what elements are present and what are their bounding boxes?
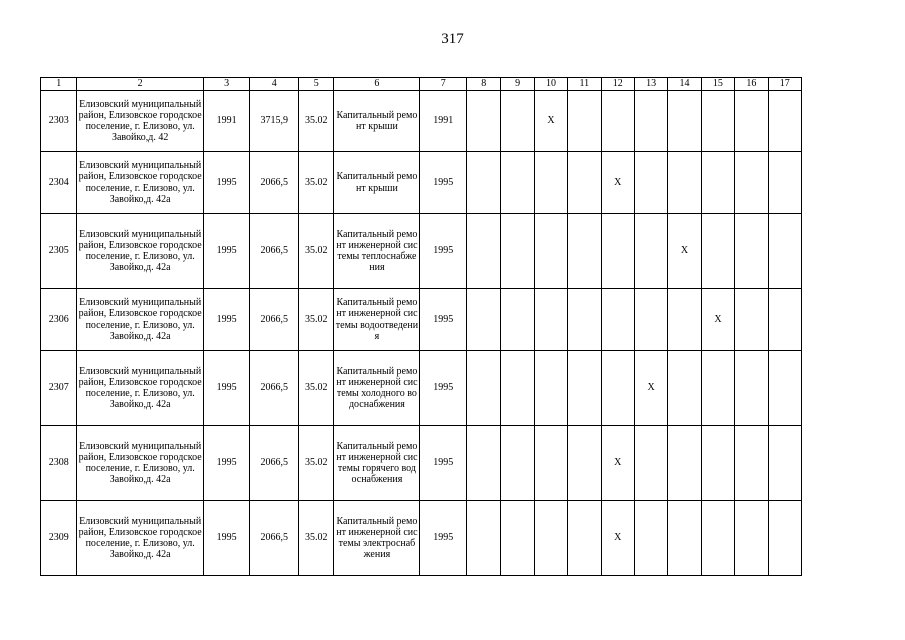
work-year-cell-text: 1995: [433, 313, 454, 325]
mark-cell-col-13: [634, 214, 667, 289]
area-cell-text: 3715,9: [260, 115, 288, 127]
address-cell-text: Елизовский муниципальный район, Елизовское городское поселение, г. Елизово, ул. Завойко,д. 42а: [78, 515, 202, 561]
area-cell-text: 2066,5: [260, 382, 288, 394]
build-year-cell-text: 1995: [216, 176, 237, 188]
mark-cell-col-10: [534, 501, 567, 576]
row-number-cell-text: 2309: [48, 532, 69, 544]
work-year-cell: [420, 501, 467, 576]
mark-cell-col-16: [735, 91, 768, 152]
mark-cell-col-15: [701, 501, 734, 576]
build-year-cell-text: 1995: [216, 457, 237, 469]
register-table: [40, 77, 802, 576]
code-cell: [299, 289, 334, 351]
row-number-cell: [41, 214, 77, 289]
mark-cell-col-14: [668, 152, 701, 214]
build-year-cell: [203, 214, 250, 289]
row-number-cell: [41, 426, 77, 501]
mark-cell-col-17: [768, 426, 801, 501]
address-cell: [77, 501, 203, 576]
row-number-cell: [41, 152, 77, 214]
work-year-cell-text: 1995: [433, 532, 454, 544]
build-year-cell: [203, 91, 250, 152]
mark-cell-col-9: [501, 426, 534, 501]
build-year-cell: [203, 501, 250, 576]
code-cell-text: 35.02: [304, 176, 328, 188]
code-cell: [299, 152, 334, 214]
mark-cell-col-16: [735, 214, 768, 289]
mark-cell-col-14: [668, 351, 701, 426]
work-type-cell: [334, 91, 420, 152]
address-cell: [77, 91, 203, 152]
mark-cell-col-13: [634, 289, 667, 351]
work-type-cell: [334, 426, 420, 501]
mark-cell-col-11: [568, 289, 601, 351]
work-type-cell-text: Капитальный ремонт инженерной системы холодного водоснабжения: [336, 365, 418, 411]
mark-cell-col-12: Х: [601, 426, 634, 501]
address-cell-text: Елизовский муниципальный район, Елизовское городское поселение, г. Елизово, ул. Завойко,д. 42а: [78, 440, 202, 486]
work-year-cell-text: 1995: [433, 245, 454, 257]
code-cell: [299, 91, 334, 152]
mark-cell-col-10: [534, 351, 567, 426]
code-cell: [299, 426, 334, 501]
mark-cell-col-13: [634, 426, 667, 501]
table-row: [41, 501, 802, 576]
header-cell: 5: [299, 78, 334, 91]
header-cell: 12: [601, 78, 634, 91]
mark-cell-col-16: [735, 289, 768, 351]
code-cell-text: 35.02: [304, 115, 328, 127]
mark-cell-col-11: [568, 91, 601, 152]
address-cell: [77, 214, 203, 289]
mark-cell-col-13: [634, 91, 667, 152]
code-cell-text: 35.02: [304, 245, 328, 257]
row-number-cell-text: 2304: [48, 176, 69, 188]
header-cell: 11: [568, 78, 601, 91]
work-type-cell: [334, 501, 420, 576]
code-cell-text: 35.02: [304, 532, 328, 544]
address-cell: [77, 152, 203, 214]
build-year-cell: [203, 152, 250, 214]
build-year-cell-text: 1995: [216, 382, 237, 394]
mark-cell-col-13: [634, 152, 667, 214]
header-row: [41, 78, 802, 91]
table-row: [41, 426, 802, 501]
work-year-cell-text: 1995: [433, 382, 454, 394]
header-cell: 14: [668, 78, 701, 91]
mark-cell-col-8: [466, 426, 500, 501]
row-number-cell-text: 2308: [48, 457, 69, 469]
work-year-cell: [420, 152, 467, 214]
mark-cell-col-16: [735, 351, 768, 426]
mark-cell-col-10: [534, 152, 567, 214]
mark-cell-col-11: [568, 501, 601, 576]
area-cell: [250, 152, 299, 214]
mark-cell-col-17: [768, 289, 801, 351]
work-type-cell-text: Капитальный ремонт инженерной системы горячего водоснабжения: [336, 440, 418, 486]
mark-cell-col-15: [701, 214, 734, 289]
mark-cell-col-12: [601, 214, 634, 289]
table-row: [41, 152, 802, 214]
mark-cell-col-12: [601, 91, 634, 152]
mark-cell-col-8: [466, 152, 500, 214]
code-cell-text: 35.02: [304, 457, 328, 469]
work-type-cell-text: Капитальный ремонт инженерной системы теплоснабжения: [336, 228, 418, 274]
mark-cell-col-10: Х: [534, 91, 567, 152]
address-cell-text: Елизовский муниципальный район, Елизовское городское поселение, г. Елизово, ул. Завойко,д. 42а: [78, 297, 202, 342]
mark-cell-col-15: Х: [701, 289, 734, 351]
row-number-cell: [41, 289, 77, 351]
header-cell: 1: [41, 78, 77, 91]
mark-cell-col-16: [735, 152, 768, 214]
work-year-cell-text: 1991: [433, 115, 454, 127]
mark-cell-col-11: [568, 351, 601, 426]
table-row: [41, 91, 802, 152]
table-body: [41, 78, 802, 576]
row-number-cell-text: 2306: [48, 313, 69, 325]
area-cell-text: 2066,5: [260, 313, 288, 325]
work-year-cell: [420, 351, 467, 426]
row-number-cell: [41, 351, 77, 426]
mark-cell-col-14: [668, 91, 701, 152]
mark-cell-col-9: [501, 501, 534, 576]
header-cell: 17: [768, 78, 801, 91]
address-cell: [77, 289, 203, 351]
work-year-cell: [420, 289, 467, 351]
mark-cell-col-10: [534, 289, 567, 351]
address-cell: [77, 426, 203, 501]
work-year-cell: [420, 91, 467, 152]
area-cell: [250, 214, 299, 289]
mark-cell-col-14: Х: [668, 214, 701, 289]
code-cell: [299, 214, 334, 289]
work-type-cell-text: Капитальный ремонт крыши: [336, 171, 418, 194]
mark-cell-col-15: [701, 152, 734, 214]
work-year-cell-text: 1995: [433, 457, 454, 469]
build-year-cell-text: 1991: [216, 115, 237, 127]
build-year-cell: [203, 289, 250, 351]
area-cell: [250, 289, 299, 351]
mark-cell-col-9: [501, 289, 534, 351]
work-type-cell: [334, 289, 420, 351]
mark-cell-col-9: [501, 351, 534, 426]
build-year-cell: [203, 351, 250, 426]
header-cell: 15: [701, 78, 734, 91]
work-type-cell-text: Капитальный ремонт крыши: [336, 109, 418, 132]
area-cell: [250, 426, 299, 501]
mark-cell-col-15: [701, 426, 734, 501]
mark-cell-col-12: Х: [601, 152, 634, 214]
mark-cell-col-9: [501, 152, 534, 214]
build-year-cell-text: 1995: [216, 313, 237, 325]
work-type-cell: [334, 351, 420, 426]
header-cell: 3: [203, 78, 250, 91]
mark-cell-col-14: [668, 501, 701, 576]
code-cell-text: 35.02: [304, 313, 328, 325]
build-year-cell: [203, 426, 250, 501]
address-cell-text: Елизовский муниципальный район, Елизовское городское поселение, г. Елизово, ул. Завойко,д. 42а: [78, 160, 202, 205]
header-cell: 6: [334, 78, 420, 91]
table-row: [41, 214, 802, 289]
row-number-cell-text: 2307: [48, 382, 69, 394]
mark-cell-col-17: [768, 214, 801, 289]
area-cell: [250, 91, 299, 152]
row-number-cell-text: 2303: [48, 115, 69, 127]
address-cell-text: Елизовский муниципальный район, Елизовское городское поселение, г. Елизово, ул. Завойко,д. 42: [78, 98, 202, 144]
address-cell-text: Елизовский муниципальный район, Елизовское городское поселение, г. Елизово, ул. Завойко,д. 42а: [78, 228, 202, 274]
mark-cell-col-8: [466, 501, 500, 576]
table-row: [41, 289, 802, 351]
mark-cell-col-14: [668, 426, 701, 501]
mark-cell-col-14: [668, 289, 701, 351]
mark-cell-col-15: [701, 351, 734, 426]
mark-cell-col-17: [768, 91, 801, 152]
mark-cell-col-12: [601, 351, 634, 426]
mark-cell-col-12: [601, 289, 634, 351]
row-number-cell: [41, 501, 77, 576]
code-cell: [299, 501, 334, 576]
area-cell-text: 2066,5: [260, 176, 288, 188]
mark-cell-col-8: [466, 351, 500, 426]
area-cell-text: 2066,5: [260, 245, 288, 257]
header-cell: 13: [634, 78, 667, 91]
mark-cell-col-11: [568, 214, 601, 289]
work-type-cell-text: Капитальный ремонт инженерной системы водоотведения: [335, 297, 419, 342]
mark-cell-col-8: [466, 214, 500, 289]
area-cell: [250, 501, 299, 576]
area-cell-text: 2066,5: [260, 457, 288, 469]
mark-cell-col-12: Х: [601, 501, 634, 576]
page-number: 317: [441, 31, 464, 47]
work-year-cell-text: 1995: [433, 176, 454, 188]
area-cell: [250, 351, 299, 426]
mark-cell-col-13: Х: [634, 351, 667, 426]
mark-cell-col-15: [701, 91, 734, 152]
header-cell: 4: [250, 78, 299, 91]
address-cell-text: Елизовский муниципальный район, Елизовское городское поселение, г. Елизово, ул. Завойко,д. 42а: [78, 365, 202, 411]
build-year-cell-text: 1995: [216, 532, 237, 544]
header-cell: 2: [77, 78, 203, 91]
code-cell: [299, 351, 334, 426]
build-year-cell-text: 1995: [216, 245, 237, 257]
mark-cell-col-17: [768, 152, 801, 214]
mark-cell-col-9: [501, 214, 534, 289]
row-number-cell-text: 2305: [48, 245, 69, 257]
mark-cell-col-11: [568, 152, 601, 214]
address-cell: [77, 351, 203, 426]
area-cell-text: 2066,5: [260, 532, 288, 544]
mark-cell-col-11: [568, 426, 601, 501]
mark-cell-col-8: [466, 289, 500, 351]
mark-cell-col-17: [768, 351, 801, 426]
mark-cell-col-13: [634, 501, 667, 576]
work-type-cell: [334, 214, 420, 289]
header-cell: 10: [534, 78, 567, 91]
work-type-cell-text: Капитальный ремонт инженерной системы электроснабжения: [336, 515, 418, 561]
mark-cell-col-16: [735, 501, 768, 576]
row-number-cell: [41, 91, 77, 152]
mark-cell-col-10: [534, 214, 567, 289]
work-year-cell: [420, 214, 467, 289]
header-cell: 9: [501, 78, 534, 91]
header-cell: 7: [420, 78, 467, 91]
mark-cell-col-16: [735, 426, 768, 501]
mark-cell-col-9: [501, 91, 534, 152]
mark-cell-col-8: [466, 91, 500, 152]
mark-cell-col-10: [534, 426, 567, 501]
table-row: [41, 351, 802, 426]
work-type-cell: [334, 152, 420, 214]
work-year-cell: [420, 426, 467, 501]
code-cell-text: 35.02: [304, 382, 328, 394]
mark-cell-col-17: [768, 501, 801, 576]
header-cell: 16: [735, 78, 768, 91]
header-cell: 8: [466, 78, 500, 91]
